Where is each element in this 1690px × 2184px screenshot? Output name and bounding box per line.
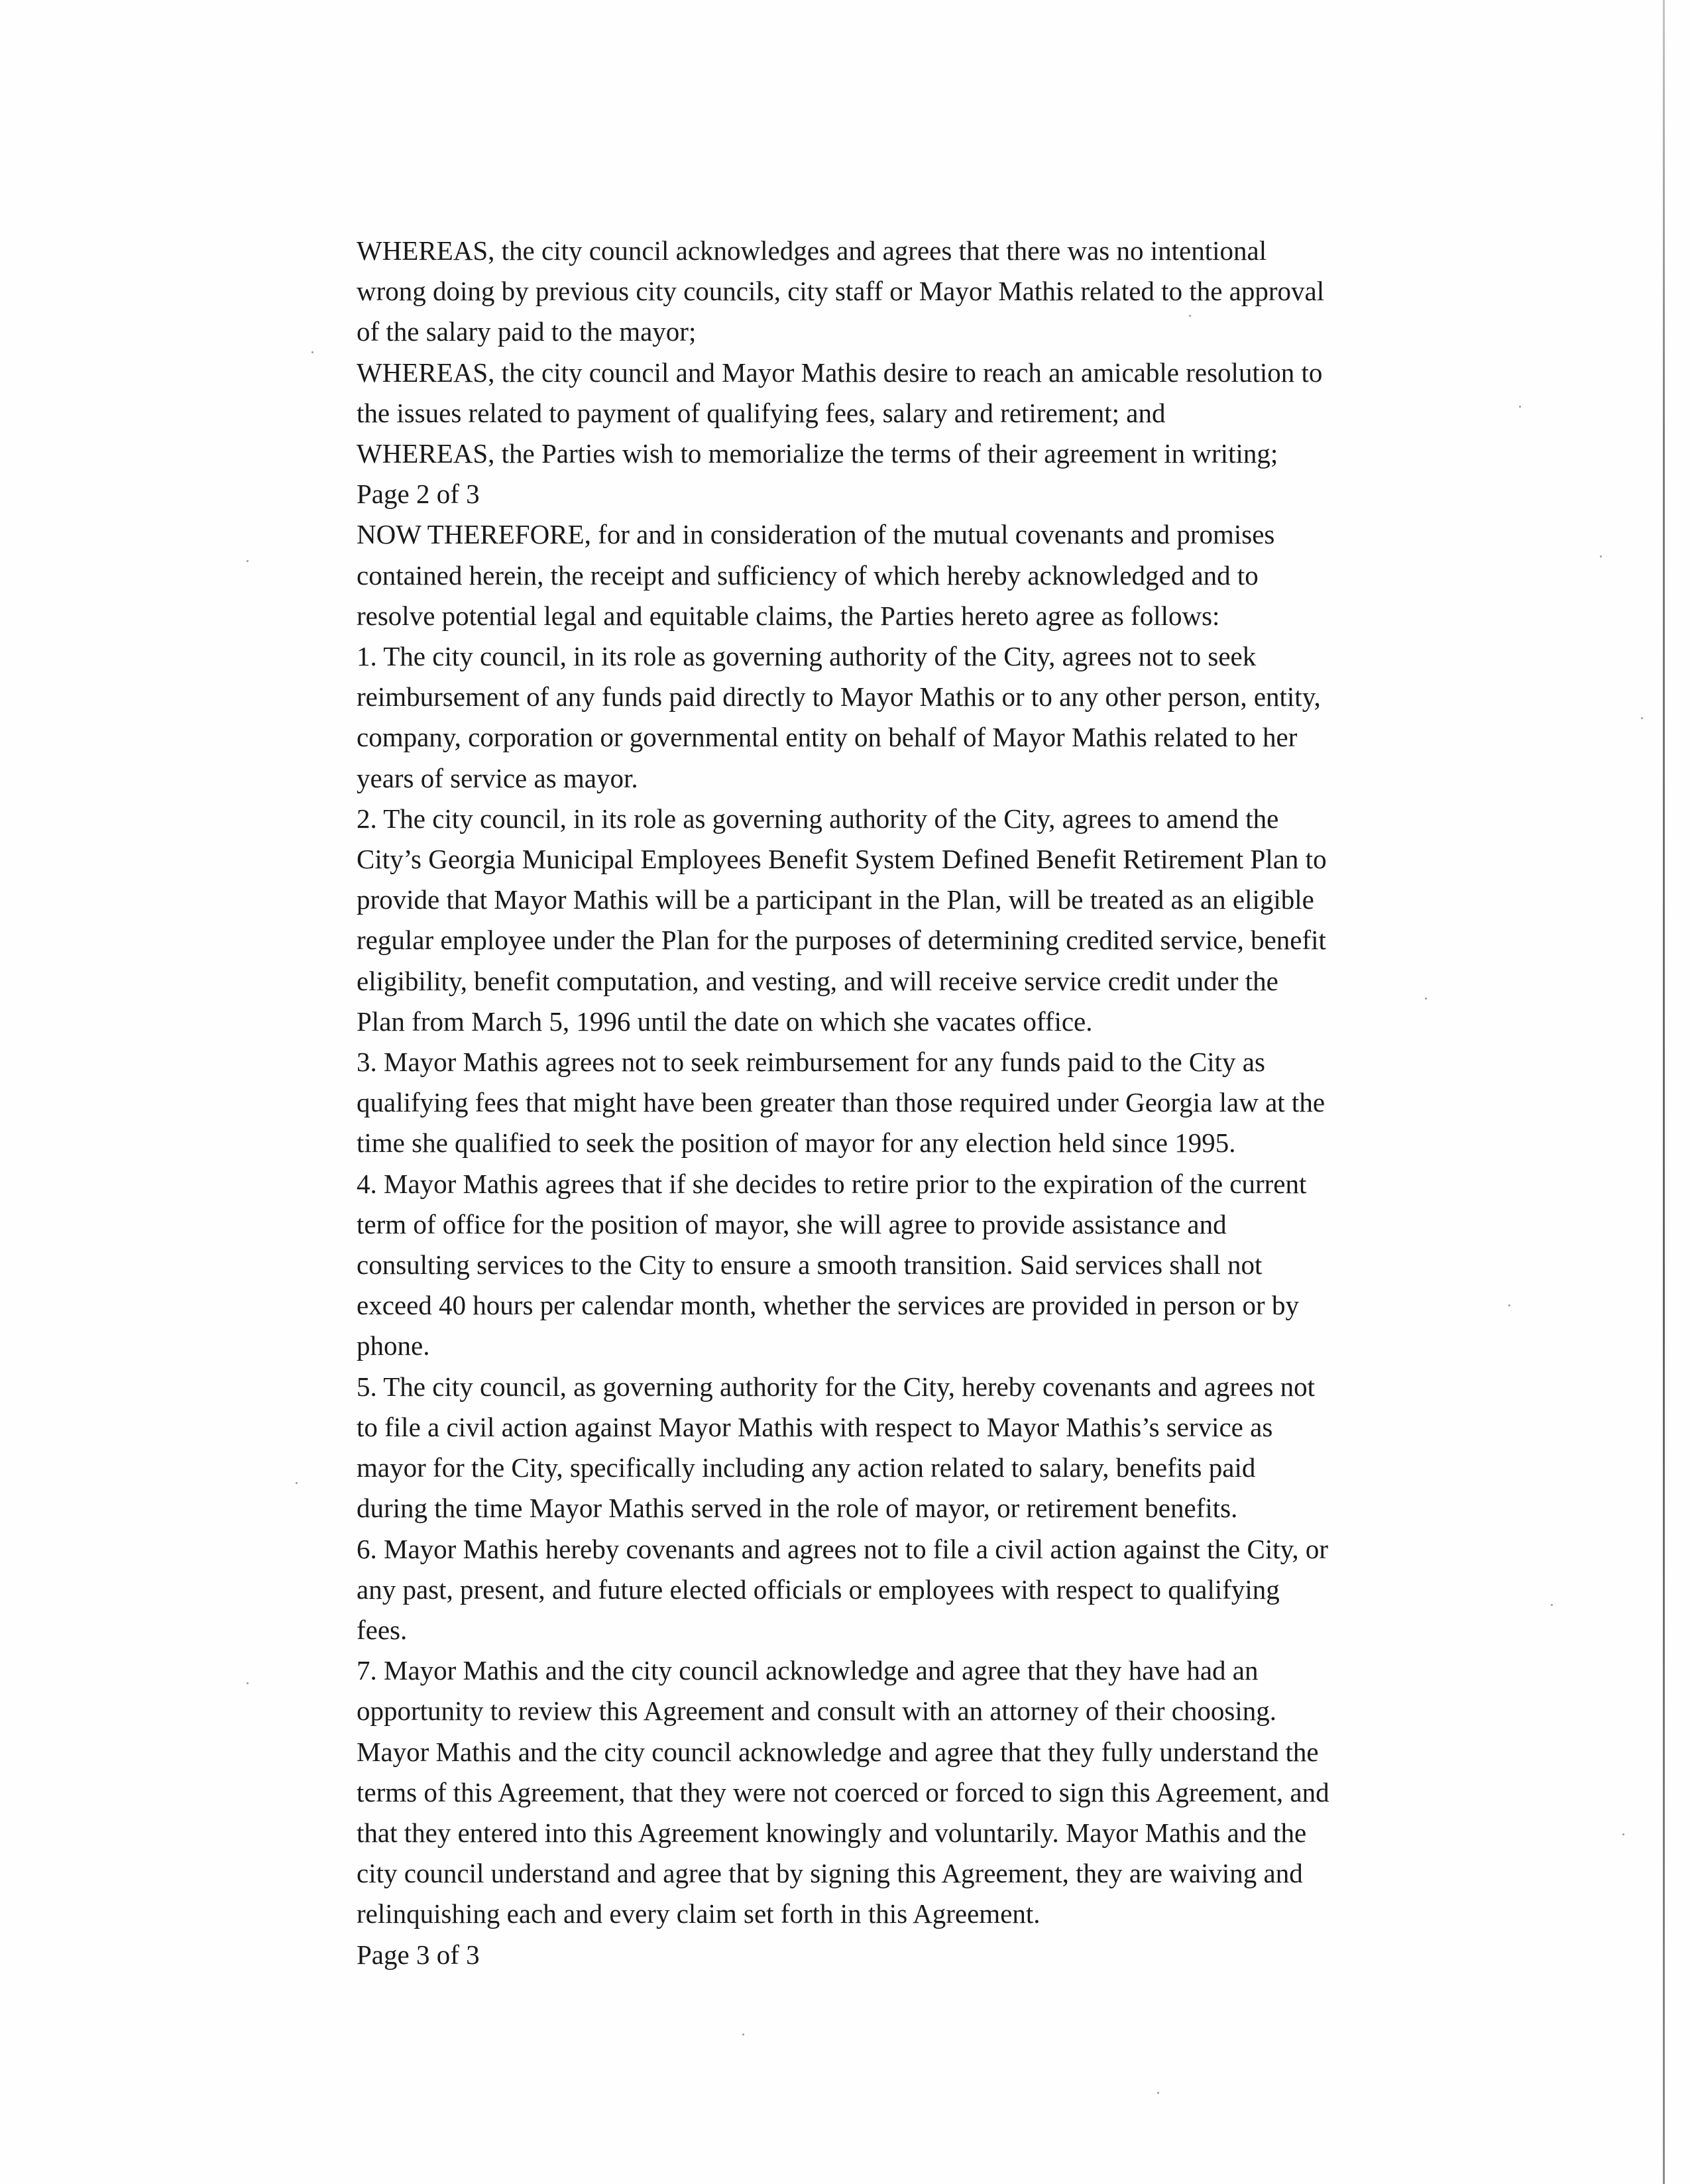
- text-line: consulting services to the City to ensure a smooth transition. Said services shall not: [357, 1249, 1263, 1281]
- text-line: fees.: [357, 1614, 408, 1645]
- text-line: 2. The city council, in its role as governing authority of the City, agrees to amend the: [357, 803, 1279, 834]
- scan-speck: [1508, 1304, 1510, 1306]
- text-line: city council understand and agree that by signing this Agreement, they are waiving and: [357, 1858, 1303, 1889]
- scan-speck: [1641, 717, 1643, 719]
- scan-speck: [1622, 1833, 1624, 1835]
- text-line: provide that Mayor Mathis will be a participant in the Plan, will be treated as an eligible: [357, 884, 1314, 915]
- scan-speck: [247, 1682, 249, 1684]
- text-line: to file a civil action against Mayor Mathis with respect to Mayor Mathis’s service as: [357, 1411, 1273, 1442]
- text-line: 7. Mayor Mathis and the city council acknowledge and agree that they have had an: [357, 1655, 1259, 1686]
- text-line: Plan from March 5, 1996 until the date on which she vacates office.: [357, 1006, 1093, 1037]
- text-line: years of service as mayor.: [357, 762, 638, 793]
- text-line: of the salary paid to the mayor;: [357, 316, 697, 347]
- text-line: time she qualified to seek the position of mayor for any election held since 1995.: [357, 1127, 1236, 1159]
- scan-edge-line: [1663, 0, 1665, 2184]
- scan-speck: [247, 560, 249, 562]
- text-line: City’s Georgia Municipal Employees Benefit System Defined Benefit Retirement Plan to: [357, 844, 1327, 875]
- text-line: Mayor Mathis and the city council acknowledge and agree that they fully understand the: [357, 1736, 1319, 1767]
- text-line: terms of this Agreement, that they were not coerced or forced to sign this Agreement, and: [357, 1776, 1329, 1808]
- text-line: that they entered into this Agreement knowingly and voluntarily. Mayor Mathis and the: [357, 1817, 1307, 1848]
- text-line: WHEREAS, the city council acknowledges and agrees that there was no intentional: [357, 235, 1267, 266]
- page-number: Page 3 of 3: [357, 1939, 480, 1970]
- text-line: exceed 40 hours per calendar month, whether the services are provided in person or by: [357, 1290, 1299, 1321]
- text-line: during the time Mayor Mathis served in the role of mayor, or retirement benefits.: [357, 1493, 1238, 1524]
- text-line: phone.: [357, 1330, 430, 1361]
- scan-speck: [742, 2034, 744, 2036]
- scan-speck: [1157, 2092, 1159, 2094]
- text-line: resolve potential legal and equitable claims, the Parties hereto agree as follows:: [357, 600, 1220, 631]
- scan-speck: [1519, 406, 1521, 408]
- text-line: 1. The city council, in its role as governing authority of the City, agrees not to seek: [357, 641, 1257, 672]
- scan-speck: [311, 351, 313, 353]
- text-line: opportunity to review this Agreement and consult with an attorney of their choosing.: [357, 1695, 1277, 1727]
- agreement-text: [357, 231, 1443, 1975]
- scan-speck: [296, 1482, 298, 1484]
- text-line: the issues related to payment of qualifying fees, salary and retirement; and: [357, 397, 1166, 428]
- text-line: any past, present, and future elected officials or employees with respect to qualifying: [357, 1574, 1280, 1605]
- text-line: mayor for the City, specifically including any action related to salary, benefits paid: [357, 1452, 1256, 1483]
- text-line: regular employee under the Plan for the purposes of determining credited service, benefit: [357, 925, 1326, 956]
- text-line: 4. Mayor Mathis agrees that if she decides to retire prior to the expiration of the current: [357, 1168, 1307, 1199]
- text-line: term of office for the position of mayor, she will agree to provide assistance and: [357, 1208, 1227, 1239]
- text-line: WHEREAS, the Parties wish to memorialize the terms of their agreement in writing;: [357, 438, 1278, 469]
- scan-speck: [1551, 1604, 1553, 1606]
- text-line: NOW THEREFORE, for and in consideration of the mutual covenants and promises: [357, 519, 1275, 550]
- text-line: 5. The city council, as governing authority for the City, hereby covenants and agrees not: [357, 1371, 1315, 1402]
- text-line: reimbursement of any funds paid directly to Mayor Mathis or to any other person, entity,: [357, 681, 1321, 713]
- page-number: Page 2 of 3: [357, 479, 480, 510]
- text-line: 3. Mayor Mathis agrees not to seek reimbursement for any funds paid to the City as: [357, 1047, 1265, 1078]
- text-line: WHEREAS, the city council and Mayor Mathis desire to reach an amicable resolution to: [357, 357, 1323, 388]
- text-line: company, corporation or governmental entity on behalf of Mayor Mathis related to her: [357, 722, 1298, 753]
- text-line: relinquishing each and every claim set forth in this Agreement.: [357, 1898, 1041, 1929]
- text-line: contained herein, the receipt and sufficiency of which hereby acknowledged and to: [357, 559, 1259, 591]
- scan-speck: [1600, 555, 1602, 557]
- text-line: eligibility, benefit computation, and vesting, and will receive service credit under the: [357, 965, 1278, 996]
- text-line: qualifying fees that might have been greater than those required under Georgia law at the: [357, 1087, 1325, 1118]
- text-line: wrong doing by previous city councils, city staff or Mayor Mathis related to the approval: [357, 276, 1325, 307]
- text-line: 6. Mayor Mathis hereby covenants and agrees not to file a civil action against the City, or: [357, 1533, 1329, 1564]
